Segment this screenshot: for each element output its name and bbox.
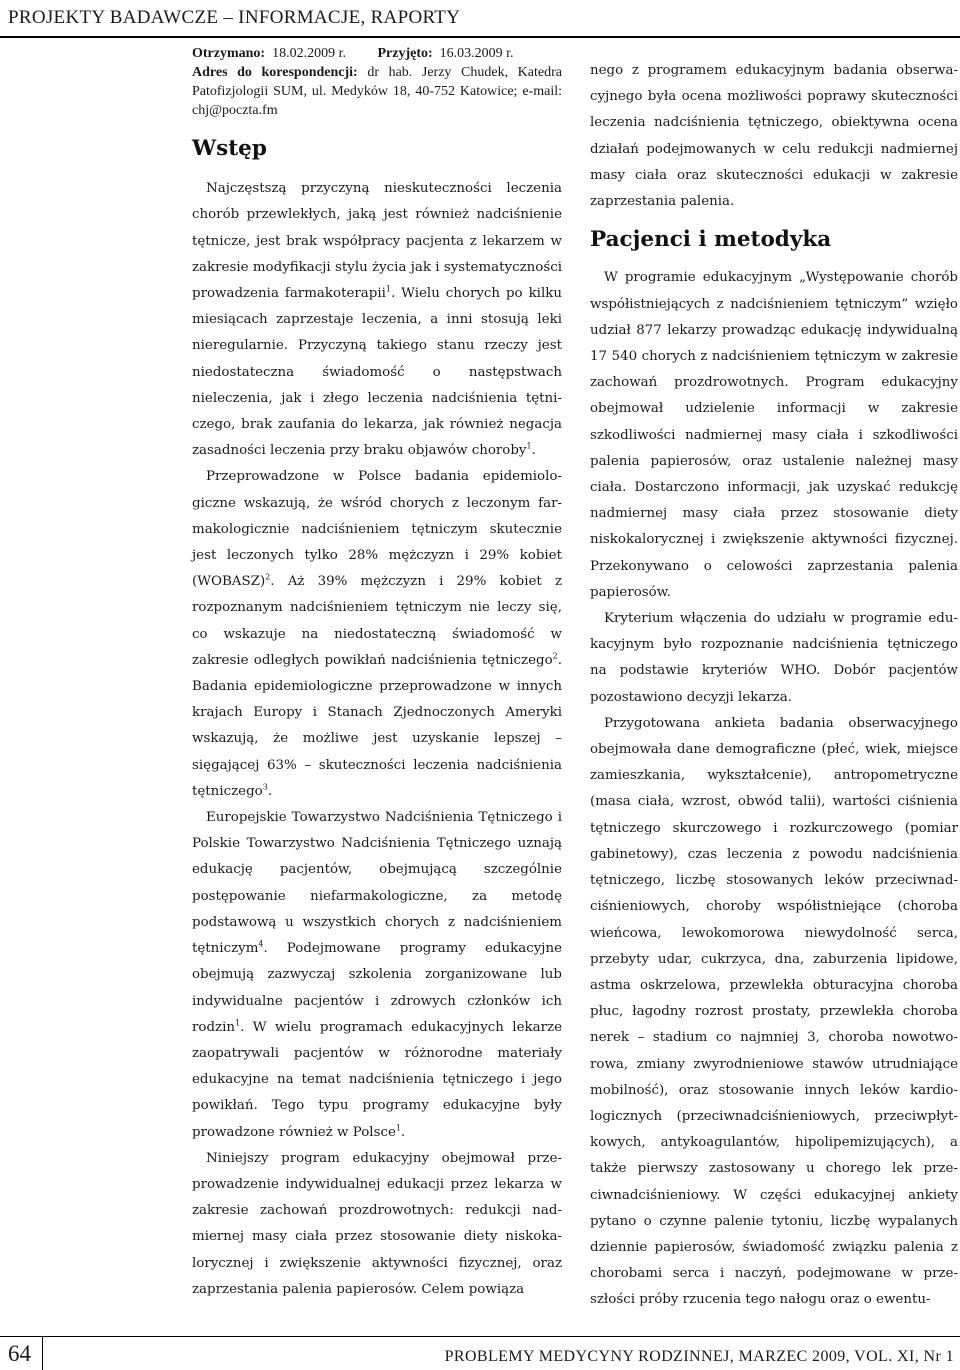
accepted-label: Przyjęto: <box>377 46 433 61</box>
citation: 2 <box>265 572 271 582</box>
running-header <box>0 0 960 38</box>
intro-paragraph-4-continued: nego z programem edukacyjnym badania obserwacyjnego była ocena możliwości poprawy skuteczności leczenia nadciśnienia tętniczego, obiektywna ocena działań podejmowanych w celu redukcji nadmiernej masy ciała oraz skuteczności edukacji w zakresie zaprzestania palenia. <box>590 63 958 210</box>
citation: 1 <box>526 441 532 451</box>
intro-paragraph-1: Najczęstszą przyczyną nieskuteczności leczenia chorób przewlekłych, jaką jest również nadciśnienie tętnicze, jest brak współpracy pacjenta z lekarzem w zakresie modyfikacji stylu życia jak i systematyczności prowadzenia farmakoterapii$^1$. Wielu chorych po kilku miesiącach zaprzestaje leczenia, a inni stosują leki nieregularnie. Przyczyną takiego stanu rzeczy jest niedostateczna świadomość o następstwach nieleczenia, jak i złego leczenia nadciśnienia tętniczego, brak zaufania do lekarza, jak również negacja zasadności leczenia przy braku objawów choroby$^1$. <box>192 181 562 459</box>
page-footer <box>0 1336 960 1370</box>
left-column <box>192 44 562 1303</box>
heading-intro: Wstęp <box>192 136 267 161</box>
address-text: dr hab. Jerzy Chudek, Katedra Patofizjologii SUM, ul. Medyków 18, 40-752 Katowice; e-mail: chj@poczta.fm <box>192 65 562 118</box>
citation: 3 <box>262 782 268 792</box>
heading-methods: Pacjenci i metodyka <box>590 227 832 253</box>
citation: 2 <box>552 651 558 661</box>
received-label: Otrzymano: <box>192 46 266 61</box>
journal-citation: PROBLEMY MEDYCYNY RODZINNEJ, MARZEC 2009, VOL. XI, Nr 1 <box>444 1348 954 1365</box>
address-line <box>192 63 562 120</box>
right-column <box>590 58 958 1314</box>
methods-paragraph-2: Kryterium włączenia do udziału w programie edukacyjnym było rozpoznanie nadciśnienia tętniczego na podstawie kryteriów WHO. Dobór pacjentów pozostawiono decyzji lekarza. <box>590 611 958 705</box>
dates-line <box>192 44 562 63</box>
received-date: 18.02.2009 r. <box>272 46 346 61</box>
intro-paragraph-2: Przeprowadzone w Polsce badania epidemiologiczne wskazują, że wśród chorych z leczonym farmakologicznie nadciśnieniem tętniczym skutecznie jest leczonych tylko 28% mężczyzn i 29% kobiet (WOBASZ)$^2$. Aż 39% mężczyzn i 29% kobiet z rozpoznanym nadciśnieniem tętniczym nie leczy się, co wskazuje na niedostateczną świadomość w zakresie odległych powikłań nadciśnienia tętniczego$^2$. Badania epidemiologiczne przeprowadzone w innych krajach Europy i Stanach Zjednoczonych Ameryki wskazują, że możliwe jest uzyskanie lepszej – sięgającej 63% – skuteczności leczenia nadciśnienia tętniczego$^3$. <box>192 469 562 799</box>
methods-paragraph-1: W programie edukacyjnym „Występowanie chorób współistniejących z nadciśnieniem tętniczym” wzięło udział 877 lekarzy prowadząc edukację indywidualną 17 540 chorych z nadciśnieniem tętniczym w zakresie zachowań prozdrowotnych. Program edukacyjny obejmował udzielenie informacji w zakresie szkodliwości nadmiernej masy ciała i szkodliwości palenia papierosów, oraz ustalenie należnej masy ciała. Dostarczono informacji, jak uzyskać redukcję nadmiernej masy ciała przez stosowanie diety niskokalorycznej i zwiększenie aktywności fizycznej. Przekonywano o celowości zaprzestania palenia papierosów. <box>590 270 958 600</box>
methods-paragraph-3: Przygotowana ankieta badania obserwacyjnego obejmowała dane demograficzne (płeć, wiek, miejsce zamieszkania, wykształcenie), antropometryczne (masa ciała, wzrost, obwód talii), wartości ciśnienia tętniczego skurczowego i rozkurczowego (pomiar gabinetowy), czas leczenia z powodu nadciśnienia tętniczego, liczbę stosowanych leków przeciwnadciśnieniowych, choroby współistniejące (choroba wieńcowa, lewokomorowa niewydolność serca, przebyty udar, cukrzyca, dna, zaburzenia lipidowe, astma oskrzelowa, przewlekła obturacyjna choroba płuc, łagodny rozrost prostaty, przewlekła choroba nerek – stadium co najmniej 3, choroba nowotworowa, zmiany zwyrodnieniowe stawów utrudniające mobilność), oraz stosowanie innych leków kardiologicznych (przeciwnadciśnieniowych, przeciwpłytkowych, antykoagulantów, hipolipemizujących), a także pierwszy zastosowany u chorego lek przeciwnadciśnieniowy. W części edukacyjnej ankiety pytano o czynne palenie tytoniu, liczbę wypalanych dziennie papierosów, świadomość związku palenia z chorobami serca i naczyń, podejmowane w przeszłości próby rzucenia tego nałogu oraz o ewentu- <box>590 715 958 1308</box>
accepted-date: 16.03.2009 r. <box>439 46 514 61</box>
footer-rule <box>0 1336 960 1337</box>
citation: 1 <box>235 1018 241 1028</box>
citation: 4 <box>258 939 264 949</box>
page-number-box <box>0 1336 43 1370</box>
intro-paragraph-3: Europejskie Towarzystwo Nadciśnienia Tętniczego i Polskie Towarzystwo Nadciśnienia Tętniczego uznają edukację pacjentów, obejmującą szczególnie postępowanie niefarmakologiczne, za metodę podstawową u wszystkich chorych z nadciśnieniem tętniczym$^4$. Podejmowane programy edukacyjne obejmują zazwyczaj szkolenia zorganizowane lub indywidualne pacjentów i zdrowych członków ich rodzin$^1$. W wielu programach edukacyjnych lekarze zaopatrywali pacjentów w różnorodne materiały edukacyjne na temat nadciśnienia tętniczego i jego powikłań. Tego typu programy edukacyjne były prowadzone również w Polsce$^1$. <box>192 810 562 1140</box>
citation: 1 <box>385 284 391 294</box>
section-title: PROJEKTY BADAWCZE – INFORMACJE, RAPORTY <box>8 7 461 28</box>
article-meta <box>192 44 562 120</box>
intro-paragraph-4: Niniejszy program edukacyjny obejmował przeprowadzenie indywidualnej edukacji przez lekarza w zakresie zachowań prozdrowotnych: redukcji nadmiernej masy ciała przez stosowanie diety niskokalorycznej i zwiększenie aktywności fizycznej, oraz zaprzestania palenia papierosów. Celem powiąza <box>192 1150 562 1297</box>
citation: 1 <box>395 1123 401 1133</box>
address-label: Adres do korespondencji: <box>192 65 358 80</box>
page-number: 64 <box>8 1341 31 1366</box>
